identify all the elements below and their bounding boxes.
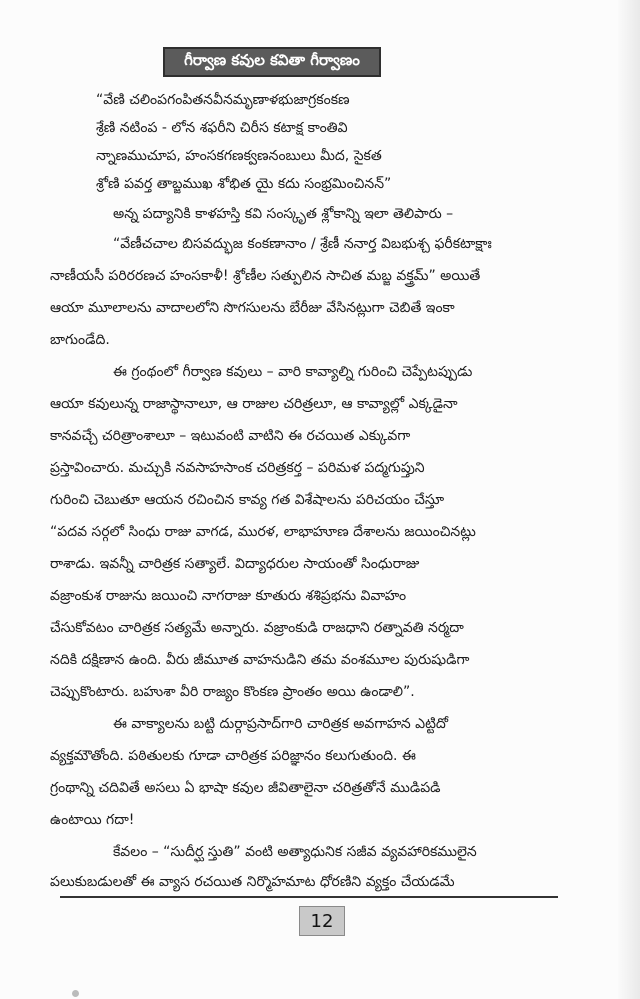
paragraph-start-line: ఈ గ్రంథంలో గీర్వాణ కవులు – వారి కావ్యాల్ని గురించి చెప్పేటప్పుడు — [113, 364, 473, 380]
page-edge-shadow — [618, 0, 640, 999]
text-line: బాగుండేది. — [50, 332, 110, 348]
text-line: ఉంటాయి గదా! — [50, 812, 135, 828]
text-line: ఆయా కవులున్న రాజాస్థానాలూ, ఆ రాజుల చరిత్రలూ, ఆ కావ్యాల్లో ఎక్కడైనా — [50, 396, 458, 412]
text-line: గ్రంథాన్ని చదివితే అసలు ఏ భాషా కవుల జీవితాలైనా చరిత్రతోనే ముడిపడి — [50, 780, 441, 796]
paragraph-start-line: కేవలం – “సుదీర్ఘ స్తుతి” వంటి అత్యాధునిక సజీవ వ్యవహారికములైన — [113, 844, 477, 860]
page-header-title: గీర్వాణ కవుల కవితా గీర్వాణం — [163, 47, 381, 77]
text-line: గురించి చెబుతూ ఆయన రచించిన కావ్య గత విశేషాలను పరిచయం చేస్తూ — [50, 492, 445, 508]
text-line: చేసుకోవటం చారిత్రక సత్యమే అన్నారు. వజ్రాంకుడి రాజధాని రత్నావతి నర్మదా — [50, 620, 464, 636]
text-line: చెప్పుకొంటారు. బహుశా వీరి రాజ్యం కొంకణ ప్రాంతం అయి ఉండాలి”. — [50, 684, 415, 700]
text-line: పలుకుబడులతో ఈ వ్యాస రచయిత నిర్మొహమాట ధోరణిని వ్యక్తం చేయడమే — [50, 874, 455, 890]
scan-mark — [72, 990, 79, 997]
text-line: వ్యక్తమౌతోంది. పఠితులకు గూడా చారిత్రక పరిజ్ఞానం కలుగుతుంది. ఈ — [50, 748, 416, 764]
text-line-verse-3: న్నాణముచూప, హంసకగణక్వణనంబులు మీద, సైకత — [96, 148, 382, 164]
text-line: కానవచ్చే చరిత్రాంశాలూ – ఇటువంటి వాటిని ఈ రచయిత ఎక్కువగా — [50, 428, 411, 444]
text-line: వజ్రాంకుశ రాజును జయించి నాగరాజు కూతురు శశిప్రభను వివాహం — [50, 588, 407, 604]
text-line: “పదవ సర్గలో సింధు రాజు వాగడ, మురళ, లాభాహూణ దేశాలను జయించినట్లు — [50, 524, 476, 540]
text-line: రాశాడు. ఇవన్నీ చారిత్రక సత్యాలే. విద్యాధరుల సాయంతో సింధురాజు — [50, 556, 420, 572]
text-line: నదికి దక్షిణాన ఉంది. వీరు జీమూత వాహనుడిని తమ వంశమూల పురుషుడిగా — [50, 652, 470, 668]
text-line-verse-1: “వేణి చలింపగంపితనవీనమృణాళభుజాగ్రకంకణ — [96, 92, 350, 108]
text-line: అన్న పద్యానికి కాళహస్తి కవి సంస్కృత శ్లోకాన్ని ఇలా తెలిపారు – — [113, 206, 454, 222]
text-line-sloka-1: “వేణీచచాల బిసవద్భుజ కంకణానాం / శ్రేణీ ననార్త విబభుశ్చ ఫరీకటాక్షాః — [113, 236, 492, 252]
paragraph-start-line: ఈ వాక్యాలను బట్టి దుర్గాప్రసాద్‌గారి చారిత్రక అవగాహన ఎట్టిదో — [113, 716, 449, 732]
text-line-sloka-2: నాణీయసీ పరిరరణచ హంసకాళీ! శ్రోణీల సత్పులిన సాచిత మబ్జ వక్త్రమ్” అయితే — [50, 268, 481, 284]
text-line: ప్రస్తావించారు. మచ్చుకి నవసాహసాంక చరిత్రకర్త – పరిమళ పద్మగుప్తుని — [50, 460, 425, 476]
text-line-verse-4: శ్రోణి పవర్త తాబ్జముఖ శోభిత యై కదు సంభ్రమించినన్” — [96, 176, 392, 192]
page-number: 12 — [299, 906, 345, 936]
text-line-verse-2: శ్రేణి నటింప - లోన శఫరీని చిరీస కటాక్ష కాంతివి — [96, 120, 348, 136]
text-line: ఆయా మూలాలను వాదాలలోని సొగసులను బేరీజు వేసినట్లుగా చెబితే ఇంకా — [50, 300, 455, 316]
footer-divider — [60, 896, 558, 898]
